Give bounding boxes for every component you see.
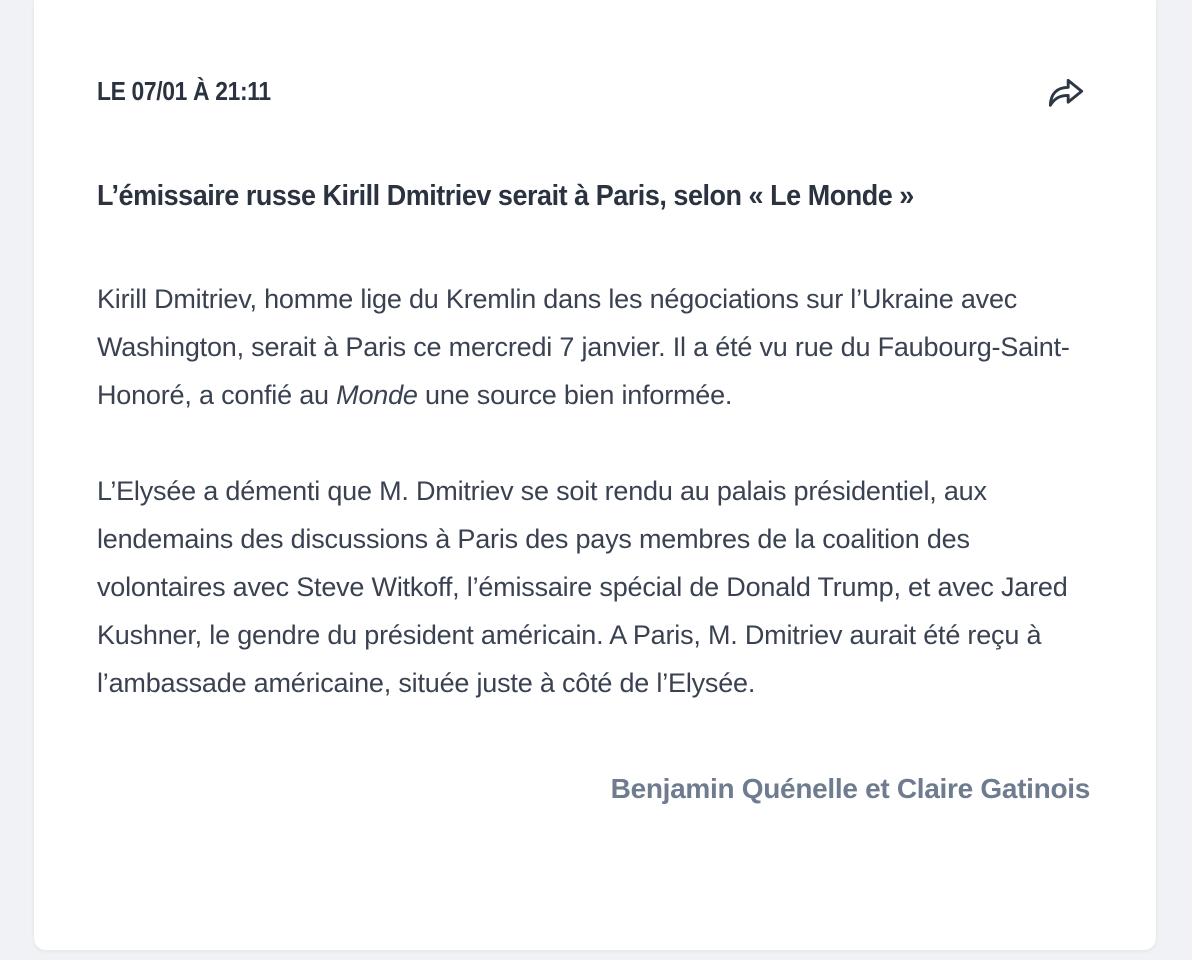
paragraph-1-text-end: une source bien informée.: [417, 380, 733, 410]
share-forward-icon: [1044, 72, 1088, 112]
post-footer: [97, 773, 1090, 805]
post-authors: Benjamin Quénelle et Claire Gatinois: [610, 773, 1090, 804]
post-paragraph-2: L’Elysée a démenti que M. Dmitriev se soit rendu au palais présidentiel, aux lendemains des discussions à Paris des pays membres de la coalition des volontaires avec Steve Witkoff, l’émissaire spécial de Donald Trump, et avec Jared Kushner, le gendre du président américain. A Paris, M. Dmitriev aurait été reçu à l’ambassade américaine, située juste à côté de l’Elysée.: [97, 476, 1068, 698]
post-paragraph-1: [97, 275, 1090, 419]
post-timestamp: LE 07/01 À 21:11: [97, 76, 271, 106]
paragraph-1-italic-monde: Monde: [336, 380, 418, 410]
paragraph-1-text: Kirill Dmitriev, homme lige du Kremlin dans les négociations sur l’Ukraine avec Washington, serait à Paris ce mercredi 7 janvier. Il a été vu rue du Faubourg-Saint-Honoré, a confié au: [97, 284, 1070, 410]
post-body: [97, 275, 1090, 707]
post-title: L’émissaire russe Kirill Dmitriev serait à Paris, selon « Le Monde »: [97, 180, 914, 212]
live-post-card: [34, 0, 1156, 950]
post-header: [97, 76, 1090, 114]
share-button[interactable]: [1042, 70, 1090, 114]
